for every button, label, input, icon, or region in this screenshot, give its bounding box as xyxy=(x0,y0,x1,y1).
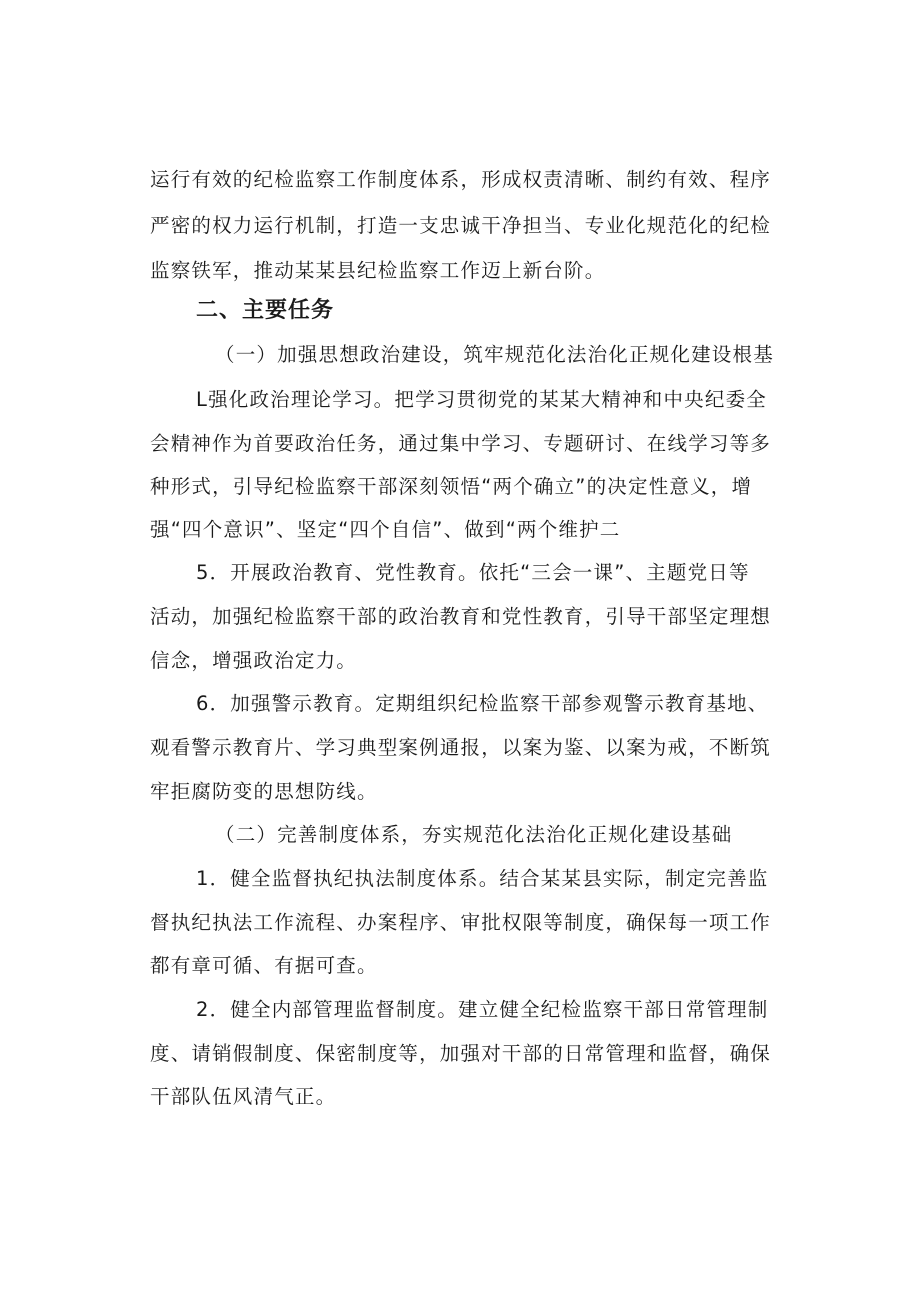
paragraph-line: 都有章可循、有据可查。 xyxy=(150,954,378,977)
section-heading: 二、主要任务 xyxy=(196,298,335,323)
paragraph-line: 5．开展政治教育、党性教育。依托“三会一课”、主题党日等 xyxy=(196,561,750,584)
subsection-heading: （二）完善制度体系，夯实规范化法治化正规化建设基础 xyxy=(215,823,733,846)
paragraph-line: 干部队伍风清气正。 xyxy=(150,1085,337,1108)
paragraph-line: 会精神作为首要政治任务，通过集中学习、专题研讨、在线学习等多 xyxy=(150,432,772,455)
paragraph-line: 6．加强警示教育。定期组织纪检监察干部参观警示教育基地、 xyxy=(196,692,769,715)
subsection-heading: （一）加强思想政治建设，筑牢规范化法治化正规化建设根基 xyxy=(215,343,774,366)
paragraph-line: 牢拒腐防变的思想防线。 xyxy=(150,780,378,803)
paragraph-line: 强“四个意识”、坚定“四个自信”、做到“两个维护二 xyxy=(150,518,621,541)
paragraph-line: 种形式，引导纪检监察干部深刻领悟“两个确立”的决定性意义，增 xyxy=(150,475,753,498)
paragraph-line: L强化政治理论学习。把学习贯彻党的某某大精神和中央纪委全 xyxy=(196,388,767,411)
paragraph-line: 度、请销假制度、保密制度等，加强对干部的日常管理和监督，确保 xyxy=(150,1042,772,1065)
paragraph-line: 信念，增强政治定力。 xyxy=(150,649,358,672)
paragraph-line: 2．健全内部管理监督制度。建立健全纪检监察干部日常管理制 xyxy=(196,998,769,1021)
paragraph-line: 运行有效的纪检监察工作制度体系，形成权责清晰、制约有效、程序 xyxy=(150,168,772,191)
paragraph-line: 观看警示教育片、学习典型案例通报，以案为鉴、以案为戒，不断筑 xyxy=(150,736,772,759)
paragraph-line: 督执纪执法工作流程、办案程序、审批权限等制度，确保每一项工作 xyxy=(150,911,772,934)
paragraph-line: 1．健全监督执纪执法制度体系。结合某某县实际，制定完善监 xyxy=(196,867,769,890)
paragraph-line: 活动，加强纪检监察干部的政治教育和党性教育，引导干部坚定理想 xyxy=(150,605,772,628)
paragraph-line: 监察铁军，推动某某县纪检监察工作迈上新台阶。 xyxy=(150,259,606,282)
paragraph-line: 严密的权力运行机制，打造一支忠诚干净担当、专业化规范化的纪检 xyxy=(150,214,772,237)
